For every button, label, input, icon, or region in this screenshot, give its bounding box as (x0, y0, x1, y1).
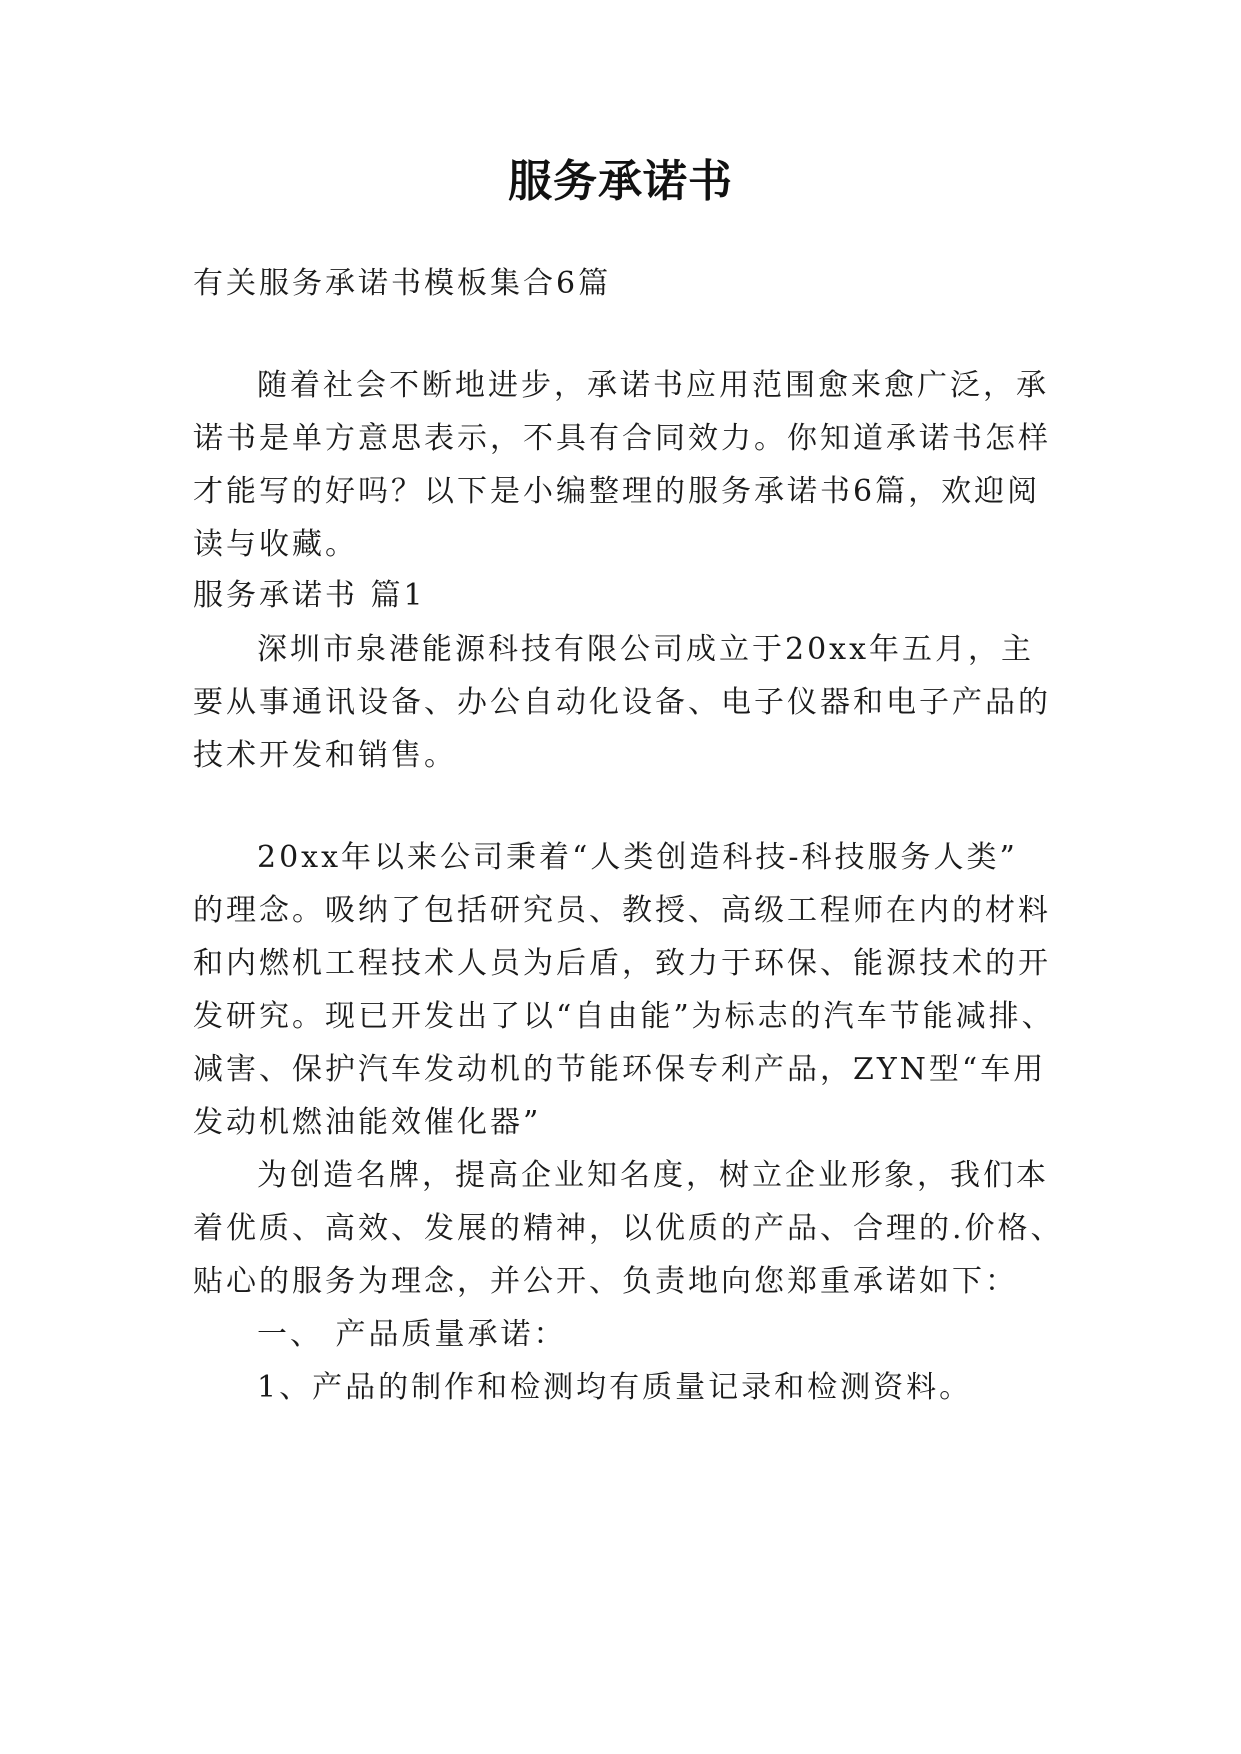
paragraph-line: 20xx年以来公司秉着“人类创造科技-科技服务人类” (257, 840, 1018, 875)
paragraph-line: 诺书是单方意思表示，不具有合同效力。你知道承诺书怎样 (193, 421, 1051, 456)
list-heading: 一、 产品质量承诺： (257, 1317, 567, 1352)
paragraph-line: 读与收藏。 (193, 527, 358, 562)
document-subtitle: 有关服务承诺书模板集合6篇 (193, 266, 612, 301)
document-title: 服务承诺书 (508, 156, 733, 207)
paragraph-line: 要从事通讯设备、办公自动化设备、电子仪器和电子产品的 (193, 685, 1051, 720)
paragraph-line: 发研究。现已开发出了以“自由能”为标志的汽车节能减排、 (193, 999, 1055, 1034)
paragraph-line: 才能写的好吗？以下是小编整理的服务承诺书6篇，欢迎阅 (193, 474, 1041, 509)
paragraph-line: 技术开发和销售。 (193, 738, 457, 773)
paragraph-line: 随着社会不断地进步，承诺书应用范围愈来愈广泛，承 (257, 368, 1049, 403)
paragraph-line: 深圳市泉港能源科技有限公司成立于20xx年五月，主 (257, 632, 1035, 667)
paragraph-line: 和内燃机工程技术人员为后盾，致力于环保、能源技术的开 (193, 946, 1051, 981)
section-heading: 服务承诺书 篇1 (193, 578, 426, 613)
paragraph-line: 发动机燃油能效催化器” (193, 1105, 542, 1140)
paragraph-line: 的理念。吸纳了包括研究员、教授、高级工程师在内的材料 (193, 893, 1051, 928)
paragraph-line: 减害、保护汽车发动机的节能环保专利产品，ZYN型“车用 (193, 1052, 1047, 1087)
paragraph-line: 着优质、高效、发展的精神，以优质的产品、合理的.价格、 (193, 1211, 1064, 1246)
paragraph-line: 贴心的服务为理念，并公开、负责地向您郑重承诺如下： (193, 1264, 1018, 1299)
paragraph-line: 为创造名牌，提高企业知名度，树立企业形象，我们本 (257, 1158, 1049, 1193)
list-item: 1、产品的制作和检测均有质量记录和检测资料。 (257, 1370, 973, 1405)
